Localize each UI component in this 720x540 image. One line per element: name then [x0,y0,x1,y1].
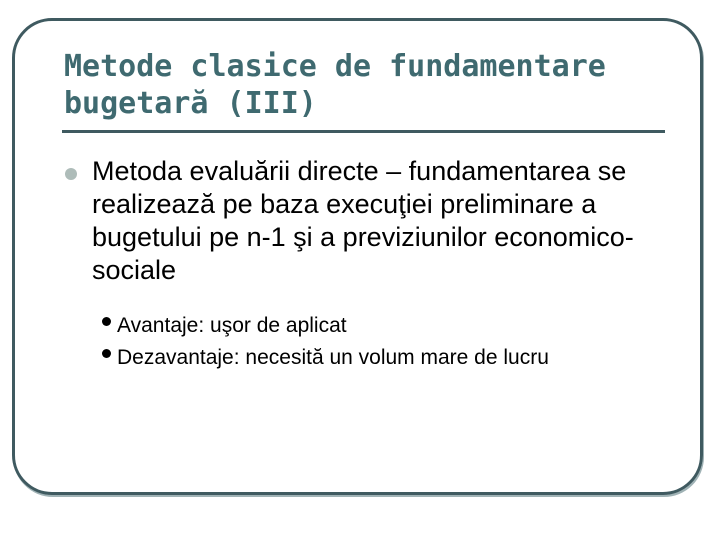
sub-bullet-advantages [102,313,702,339]
sub-bullet-disadvantages [102,345,702,371]
main-bullet-text: Metoda evaluării directe – fundamentarea se realizează pe baza execuţiei preliminare a bugetului pe n-1 şi a previziunilor economico-sociale [92,156,634,285]
slide-title: Metode clasice de fundamentare bugetară (III) [64,49,606,121]
title-divider [62,130,665,133]
sub-bullet-label: Dezavantaje: necesită un volum mare de lucru [117,346,549,369]
sub-bullet-label: Avantaje: uşor de aplicat [117,314,347,337]
bullet-dot-icon [65,168,77,180]
sub-bullet-dot-icon [102,349,111,358]
sub-bullet-dot-icon [102,317,111,326]
